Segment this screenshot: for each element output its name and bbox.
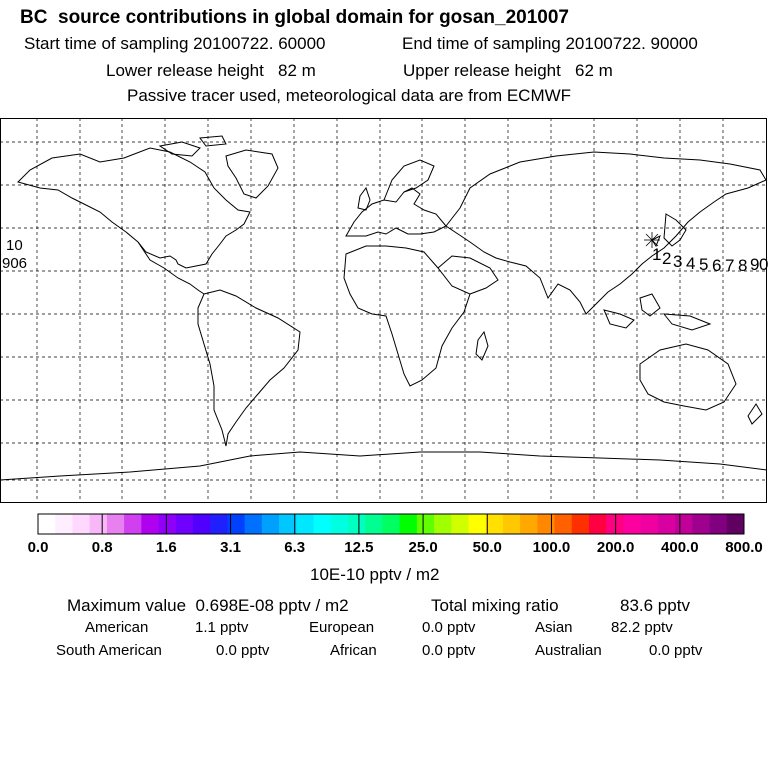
trajectory-label: 3 [673,252,683,271]
colorbar-cell [692,514,710,534]
total-value: 83.6 pptv [620,596,690,615]
colorbar-cell [400,514,418,534]
trajectory-label: 1 [652,245,662,264]
colorbar-cell [90,514,108,534]
trajectory-label: 6 [712,256,722,275]
colorbar-tick-label: 50.0 [472,539,502,556]
colorbar-tick-label: 100.0 [532,539,571,556]
max-value: Maximum value 0.698E-08 pptv / m2 [67,596,349,615]
colorbar-cell [658,514,676,534]
trajectory-label: 4 [686,254,696,273]
colorbar-tick-label: 0.8 [91,539,113,556]
region-name: American [85,619,149,636]
colorbar-cell [176,514,194,534]
trajectory-label: 0 [759,255,768,274]
colorbar-cell [296,514,314,534]
colorbar-cell [314,514,332,534]
colorbar-cell [555,514,573,534]
colorbar-tick-label: 6.3 [284,539,306,556]
colorbar-cell [55,514,73,534]
lower-release-height: Lower release height 82 m [106,61,316,80]
colorbar-cell [589,514,607,534]
region-name: Asian [535,619,573,636]
colorbar-cell [486,514,504,534]
colorbar-cell [193,514,211,534]
colorbar-cell [382,514,400,534]
colorbar-cell [279,514,297,534]
end-time: End time of sampling 20100722. 90000 [402,34,698,53]
region-name: African [330,642,377,659]
upper-release-height: Upper release height 62 m [403,61,613,80]
colorbar-tick-label: 400.0 [661,539,699,556]
colorbar-cell [606,514,624,534]
colorbar-cell [417,514,435,534]
colorbar-cell [107,514,125,534]
colorbar-cell [710,514,728,534]
trajectory-label: 9 [750,255,760,274]
trajectory-label: 5 [699,255,709,274]
tracer-note: Passive tracer used, meteorological data are from ECMWF [127,86,572,105]
region-value: 1.1 pptv [195,619,249,636]
trajectory-label: 2 [662,249,672,268]
map-title: BC source contributions in global domain for gosan_201007 [20,7,569,28]
colorbar-tick-label: 3.1 [220,539,241,556]
region-name: Australian [535,642,602,659]
region-value: 0.0 pptv [649,642,703,659]
region-value: 82.2 pptv [611,619,673,636]
colorbar-cell [159,514,177,534]
colorbar-cell [72,514,90,534]
colorbar-tick-label: 200.0 [596,539,635,556]
world-map [0,118,768,504]
map-frame [1,119,767,503]
colorbar-cell [641,514,659,534]
colorbar-cell [210,514,228,534]
colorbar-cell [537,514,555,534]
colorbar-tick-label: 12.5 [344,539,374,556]
colorbar-cell [727,514,745,534]
colorbar-tick-label: 800.0 [725,539,763,556]
start-time: Start time of sampling 20100722. 60000 [24,34,326,53]
total-label: Total mixing ratio [431,596,559,615]
colorbar-cell [141,514,159,534]
colorbar-cell [675,514,693,534]
colorbar-cell [503,514,521,534]
colorbar-cell [468,514,486,534]
region-name: European [309,619,375,636]
colorbar-tick-label: 0.0 [27,539,49,556]
colorbar-cell [434,514,452,534]
region-value: 0.0 pptv [422,619,476,636]
region-value: 0.0 pptv [422,642,476,659]
wrap-label: 906 [2,255,28,272]
trajectory-label: 7 [725,256,735,275]
colorbar-cell [572,514,590,534]
colorbar-cell [623,514,641,534]
colorbar-tick-label: 25.0 [408,539,438,556]
colorbar-cell [38,514,56,534]
colorbar-cell [451,514,469,534]
region-name: South American [56,642,162,659]
colorbar-cell [348,514,366,534]
colorbar-unit: 10E-10 pptv / m2 [310,565,440,584]
trajectory-label: 8 [738,256,748,275]
colorbar-cell [365,514,383,534]
region-value: 0.0 pptv [216,642,270,659]
wrap-label: 10 [6,237,23,254]
colorbar-cell [262,514,280,534]
colorbar-cell [520,514,538,534]
colorbar-cell [331,514,349,534]
colorbar-cell [124,514,142,534]
colorbar-tick-label: 1.6 [155,539,177,556]
colorbar [37,513,747,535]
colorbar-cell [245,514,263,534]
